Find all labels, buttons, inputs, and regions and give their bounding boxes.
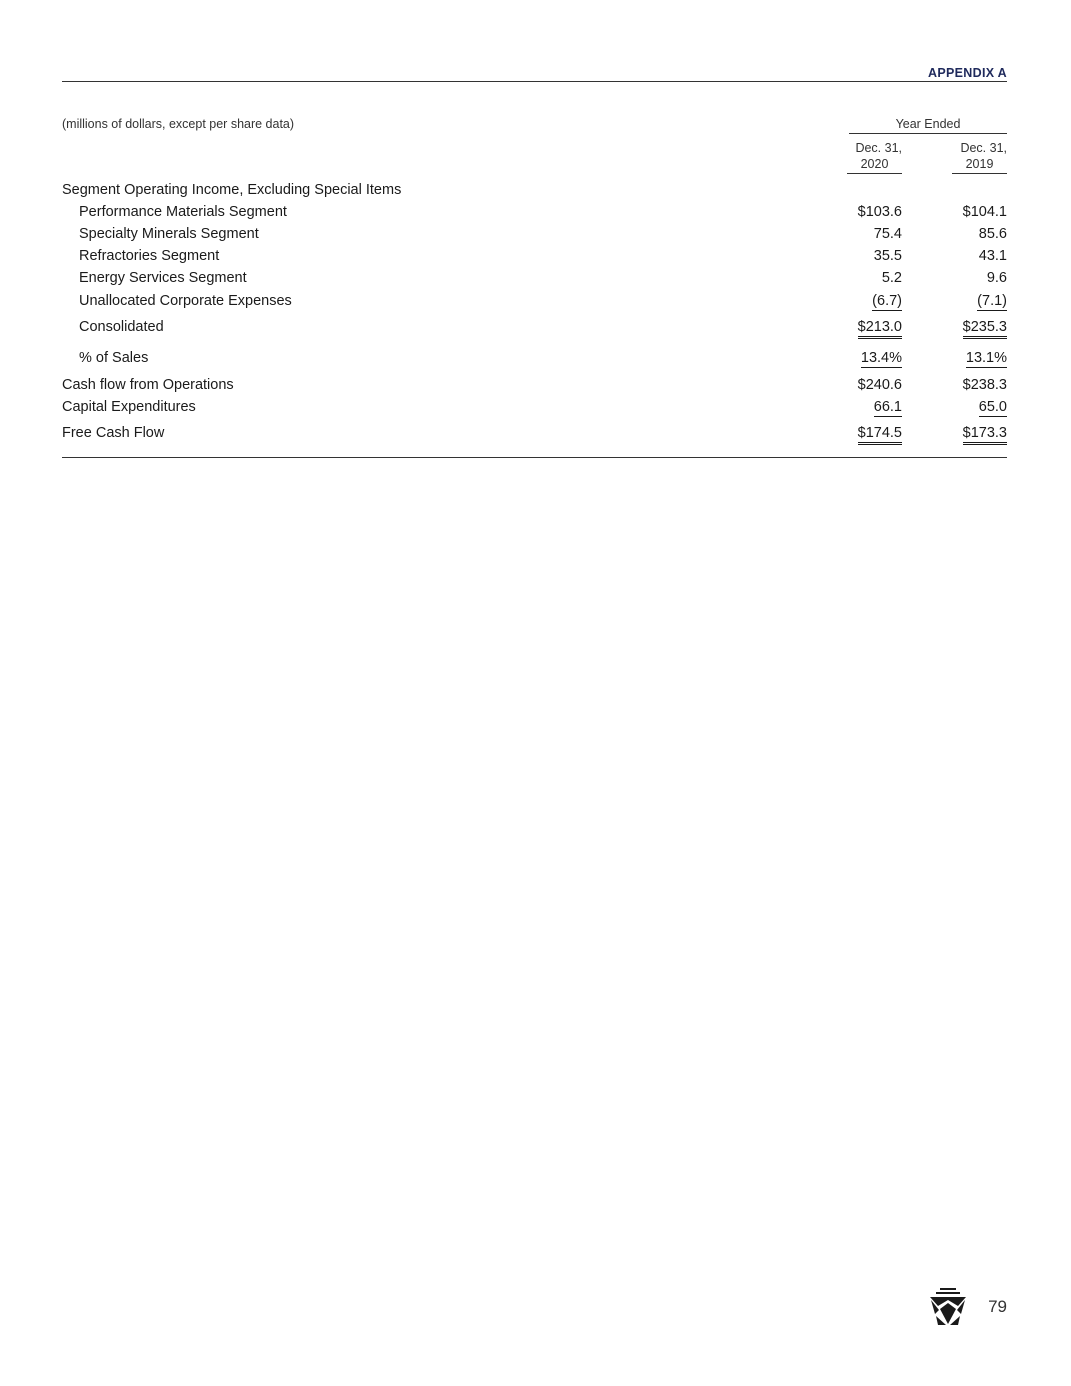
- value-2019: 9.6: [986, 270, 1007, 286]
- top-divider: [62, 81, 1007, 82]
- value-2020: $174.5: [858, 424, 902, 445]
- row-label: % of Sales: [79, 350, 149, 366]
- year-ended-header: Year Ended: [849, 117, 1007, 134]
- column-header-2020: [847, 140, 902, 174]
- page-number: 79: [988, 1297, 1007, 1316]
- units-note: (millions of dollars, except per share data): [62, 117, 295, 131]
- table-row: [62, 375, 1007, 395]
- row-label: Specialty Minerals Segment: [79, 226, 259, 242]
- value-2019: 43.1: [978, 248, 1007, 264]
- table-row: [62, 423, 1007, 443]
- table-row: [62, 246, 1007, 266]
- value-2019: $235.3: [963, 318, 1007, 339]
- value-2020: (6.7): [872, 293, 902, 309]
- value-2019: 13.1%: [965, 350, 1007, 366]
- value-2020: $213.0: [858, 318, 902, 339]
- value-2020: $240.6: [857, 377, 902, 393]
- value-2020: 5.2: [881, 270, 902, 286]
- table-row: [62, 224, 1007, 244]
- value-2019: $173.3: [963, 424, 1007, 445]
- section-title: Segment Operating Income, Excluding Special Items: [62, 182, 402, 198]
- column-header-2020-line2: 2020: [860, 157, 889, 171]
- table-row: [62, 202, 1007, 222]
- value-2020: 66.1: [873, 399, 902, 415]
- value-2020: 13.4%: [860, 350, 902, 366]
- value-2019: 85.6: [978, 226, 1007, 242]
- row-label: Refractories Segment: [79, 248, 220, 264]
- value-2020: 35.5: [873, 248, 902, 264]
- row-label: Unallocated Corporate Expenses: [79, 293, 292, 309]
- column-header-2020-line1: Dec. 31,: [855, 141, 902, 155]
- table-row: [62, 291, 1007, 311]
- row-label: Energy Services Segment: [79, 270, 247, 286]
- row-label: Capital Expenditures: [62, 399, 196, 415]
- value-2020: 75.4: [873, 226, 902, 242]
- row-label: Consolidated: [79, 319, 164, 335]
- row-label: Performance Materials Segment: [79, 204, 287, 220]
- column-header-2019: [952, 140, 1007, 174]
- row-label: Cash flow from Operations: [62, 377, 234, 393]
- value-2019: $104.1: [962, 204, 1007, 220]
- row-label: Free Cash Flow: [62, 425, 165, 441]
- table-row: [62, 348, 1007, 368]
- column-header-2019-line1: Dec. 31,: [960, 141, 1007, 155]
- value-2020: $103.6: [857, 204, 902, 220]
- column-header-2019-line2: 2019: [965, 157, 994, 171]
- table-row: [62, 397, 1007, 417]
- value-2019: $238.3: [962, 377, 1007, 393]
- section-title-row: [62, 180, 1007, 200]
- bottom-divider: [62, 457, 1007, 458]
- table-row: [62, 317, 1007, 337]
- value-2019: (7.1): [977, 293, 1007, 309]
- minerals-technologies-logo-icon: [928, 1288, 968, 1328]
- value-2019: 65.0: [978, 399, 1007, 415]
- appendix-label: APPENDIX A: [928, 66, 1007, 80]
- table-row: [62, 268, 1007, 288]
